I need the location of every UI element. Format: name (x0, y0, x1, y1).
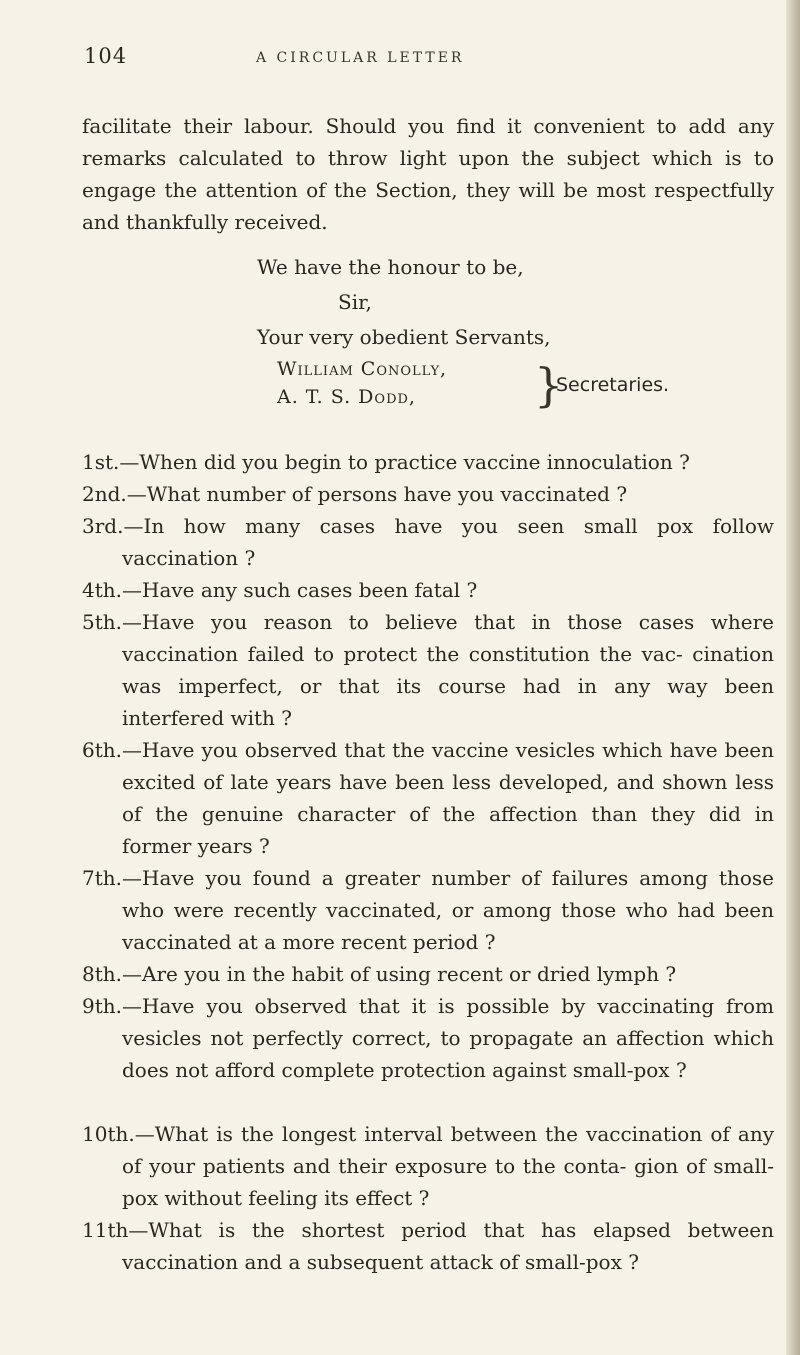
question-item (82, 446, 774, 478)
question-number: 7th. (82, 866, 122, 890)
question-text: —Have you observed that it is possible by vaccinating from vesicles not perfectly correct, to propagate an affection which does not afford complete protection against small-pox ? (122, 994, 774, 1082)
question-item (82, 990, 774, 1086)
question-text: —Have any such cases been fatal ? (122, 578, 478, 602)
question-text: —Have you found a greater number of failures among those who were recently vaccinated, or among those who had been vaccinated at a more recent period ? (122, 866, 774, 954)
question-item (82, 958, 774, 990)
closing-line-3: Your very obedient Servants, (257, 325, 551, 349)
question-item (82, 862, 774, 958)
question-item (82, 734, 774, 862)
question-number: 2nd. (82, 482, 127, 506)
question-text: —Have you reason to believe that in those cases where vaccination failed to protect the constitution the vac- cination was imperfect, or that its course had in any way been interfered with ? (122, 610, 774, 730)
question-item (82, 478, 774, 510)
question-number: 5th. (82, 610, 122, 634)
question-number: 11th (82, 1218, 129, 1242)
question-item (82, 510, 774, 574)
question-text: —Have you observed that the vaccine vesicles which have been excited of late years have been less developed, and shown less of the genuine character of the affection than they did in former years ? (122, 738, 774, 858)
secretaries-label: Secretaries. (556, 374, 670, 396)
question-text: —What number of persons have you vaccinated ? (126, 482, 628, 506)
closing-line-1: We have the honour to be, (257, 255, 524, 279)
question-number: 9th. (82, 994, 122, 1018)
question-item (82, 574, 774, 606)
closing-line-2: Sir, (338, 290, 372, 314)
page-header (84, 44, 764, 78)
question-number: 6th. (82, 738, 122, 762)
question-item (82, 1118, 774, 1214)
question-number: 8th. (82, 962, 122, 986)
letter-paragraph: facilitate their labour. Should you find it convenient to add any remarks calculated to throw light upon the subject which is to engage the attention of the Section, they will be most respectfully and thankfully received. (82, 114, 774, 234)
question-text: —What is the longest interval between the vaccination of any of your patients and their exposure to the conta- gion of small-pox without feeling its effect ? (122, 1122, 774, 1210)
page-edge-shadow (786, 0, 800, 1355)
signatory-2: A. T. S. Dodd, (277, 386, 416, 408)
running-head: A CIRCULAR LETTER (256, 50, 465, 66)
question-text: —Are you in the habit of using recent or dried lymph ? (122, 962, 677, 986)
question-text: —In how many cases have you seen small pox follow vaccination ? (122, 514, 774, 570)
question-item (82, 1214, 774, 1278)
question-number: 4th. (82, 578, 122, 602)
question-item (82, 606, 774, 734)
question-number: 10th. (82, 1122, 135, 1146)
question-number: 3rd. (82, 514, 124, 538)
page-number: 104 (84, 44, 128, 68)
signatory-1: William Conolly, (277, 358, 448, 380)
question-number: 1st. (82, 450, 120, 474)
question-text: —What is the shortest period that has elapsed between vaccination and a subsequent attack of small-pox ? (122, 1218, 774, 1274)
question-text: —When did you begin to practice vaccine innoculation ? (119, 450, 690, 474)
brace-symbol: } (534, 358, 564, 412)
